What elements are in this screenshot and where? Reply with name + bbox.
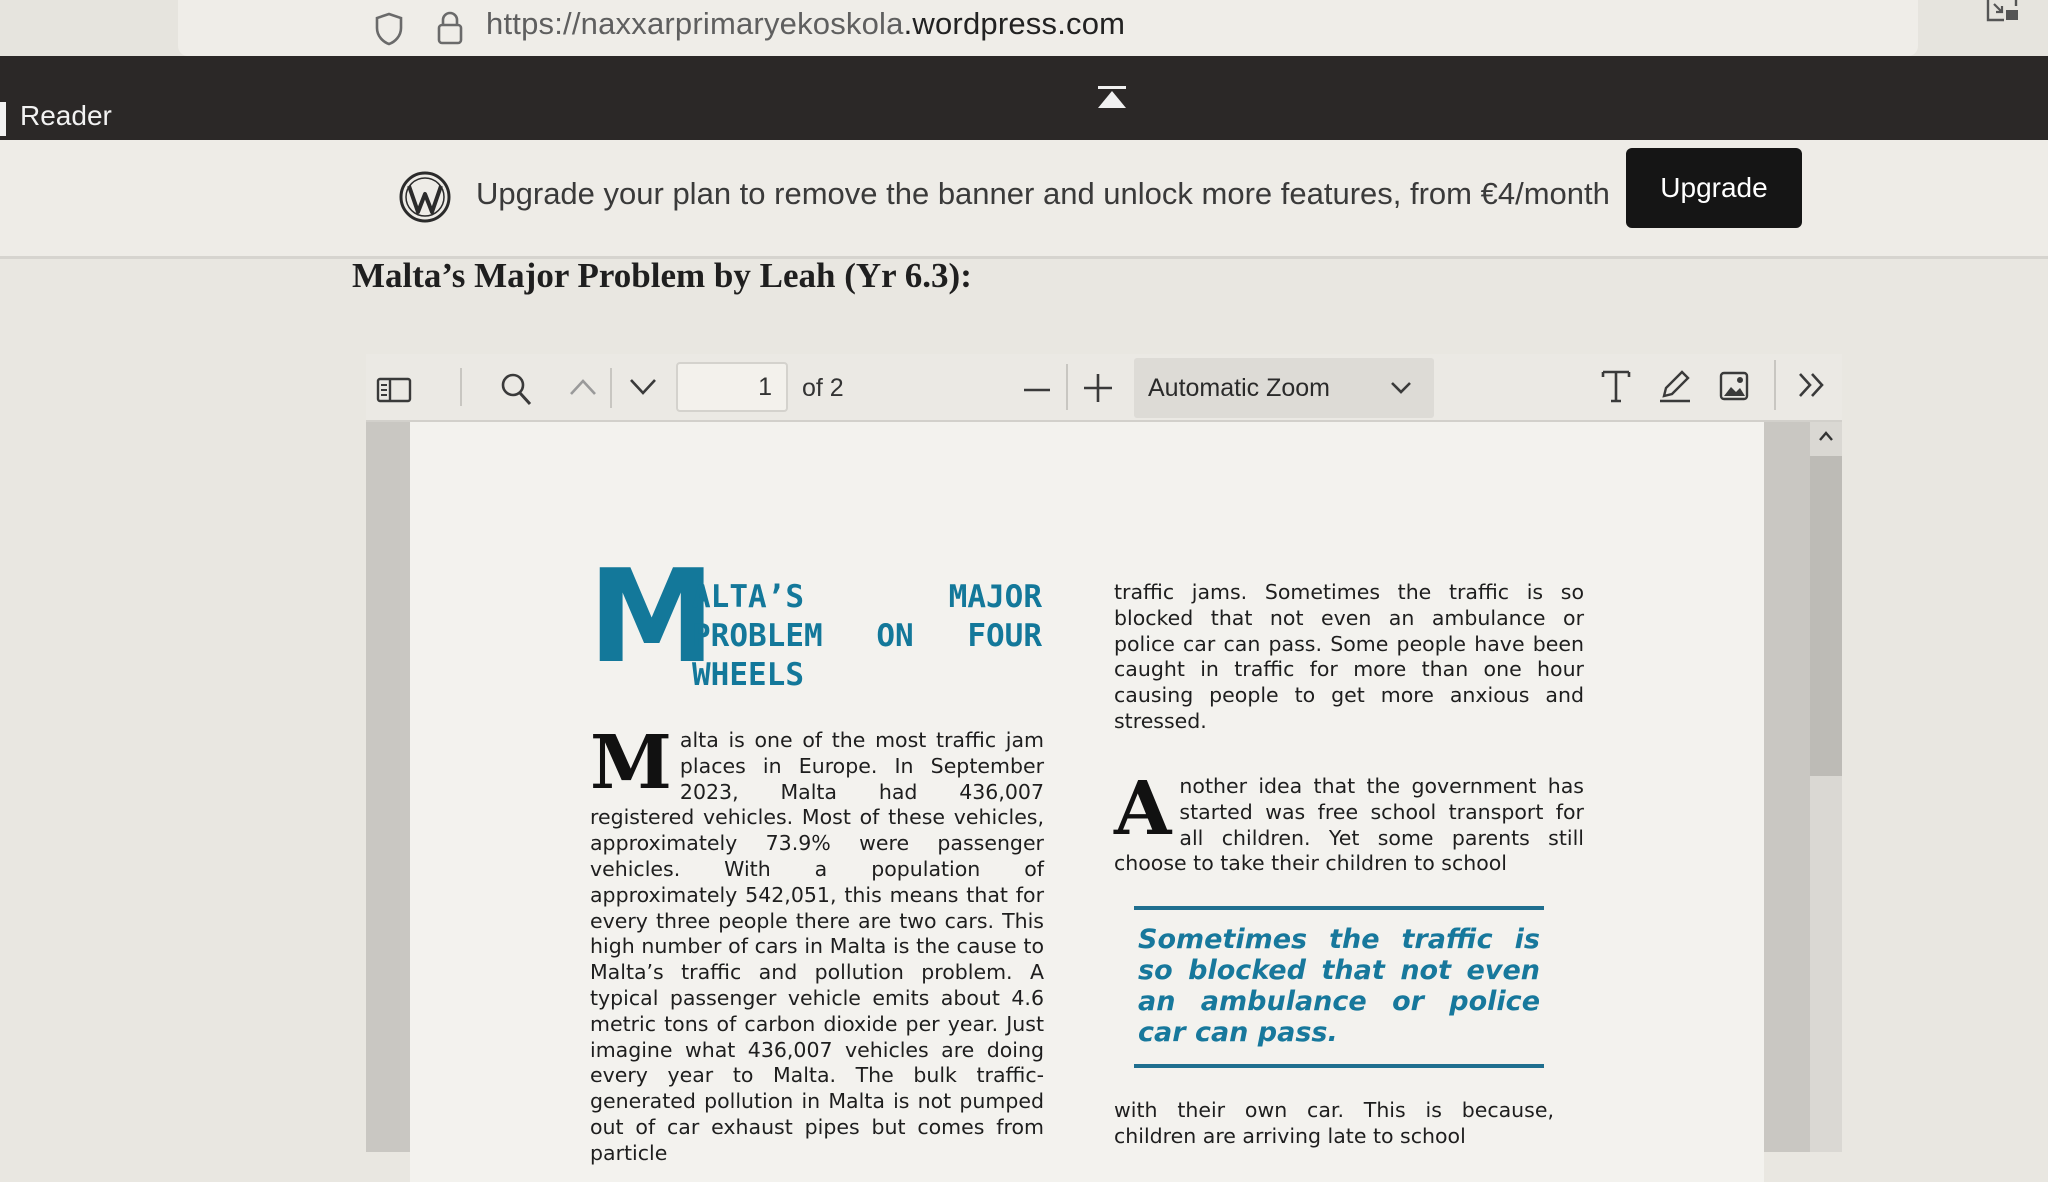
post-title: Malta’s Major Problem by Leah (Yr 6.3): xyxy=(352,256,972,295)
upgrade-banner xyxy=(0,140,2048,259)
title-text: ALTA’S MAJOR PROBLEM ON FOUR WHEELS xyxy=(692,579,1042,693)
pull-quote xyxy=(1134,906,1544,1068)
lock-icon[interactable] xyxy=(436,10,464,46)
more-tools-icon[interactable] xyxy=(1796,370,1828,400)
reader-bar xyxy=(0,56,2048,140)
sidebar-toggle-icon[interactable] xyxy=(376,376,412,404)
paragraph-dropcap: M xyxy=(590,720,672,806)
pdf-canvas[interactable] xyxy=(366,422,1842,1165)
scroll-up-icon[interactable] xyxy=(1818,430,1834,442)
url-host-prefix: naxxarprimaryekoskola xyxy=(580,6,904,41)
add-image-icon[interactable] xyxy=(1718,368,1750,402)
pdf-toolbar xyxy=(366,354,1842,422)
scrollbar-thumb[interactable] xyxy=(1810,456,1842,776)
toolbar-separator xyxy=(1066,364,1068,410)
reader-bar-edge xyxy=(0,102,6,136)
picture-in-picture-icon[interactable] xyxy=(1986,0,2022,28)
chevron-down-icon xyxy=(1390,380,1412,396)
paragraph-dropcap: A xyxy=(1114,766,1172,852)
zoom-value: Automatic Zoom xyxy=(1148,374,1331,402)
pdf-viewer xyxy=(366,354,1842,1165)
shield-icon[interactable] xyxy=(374,12,404,46)
paragraph-4: with their own car. This is because, children are arriving late to school xyxy=(1114,1098,1554,1148)
article-title xyxy=(588,543,1043,698)
search-icon[interactable] xyxy=(500,372,532,406)
paragraph-3 xyxy=(1114,766,1584,877)
reader-label[interactable]: Reader xyxy=(20,100,112,131)
next-page-icon[interactable] xyxy=(628,376,658,398)
paragraph-1-text: alta is one of the most traffic jam places in Europe. In September 2023, Malta had 436,007 registered vehicles. Most of these vehicles, approximately 73.9% were passenger vehicles. With a population of approximately 542,051, this means that for every three people there are two cars. This high number of cars in Malta is the cause to Malta’s traffic and pollution problem. A typical passenger vehicle emits about 4.6 metric tons of carbon dioxide per year. Just imagine what 436,007 vehicles are doing every year to Malta. The bulk traffic-generated pollution in Malta is not pumped out of car exhaust pipes but comes from particle xyxy=(590,728,1044,1165)
draw-pencil-icon[interactable] xyxy=(1658,366,1692,404)
previous-page-icon[interactable] xyxy=(568,376,598,398)
url-text[interactable] xyxy=(486,6,1125,42)
toolbar-separator xyxy=(610,368,612,408)
wordpress-logo-icon xyxy=(398,170,452,224)
pdf-scrollbar[interactable] xyxy=(1810,422,1842,1152)
zoom-select[interactable] xyxy=(1134,358,1434,418)
banner-message: Upgrade your plan to remove the banner and unlock more features, from €4/month xyxy=(476,176,1610,211)
text-tool-icon[interactable] xyxy=(1600,368,1632,404)
url-scheme: https:// xyxy=(486,6,581,41)
collapse-up-icon[interactable] xyxy=(1096,86,1128,112)
toolbar-separator xyxy=(460,368,462,406)
address-bar[interactable] xyxy=(178,0,1918,56)
url-host-suffix: .wordpress.com xyxy=(903,6,1126,41)
upgrade-button[interactable]: Upgrade xyxy=(1626,148,1802,228)
browser-toolbar xyxy=(0,0,2048,56)
pdf-page xyxy=(410,422,1764,1182)
paragraph-1 xyxy=(590,720,1044,1167)
quote-rule-bottom xyxy=(1134,1064,1544,1068)
paragraph-2: traffic jams. Sometimes the traffic is so blocked that not even an ambulance or police car can pass. Some people have been caught in traffic for more than one hour causing people to get more anxious and stressed. xyxy=(1114,580,1584,733)
paragraph-3-text: nother idea that the government has started was free school transport for all children. Yet some parents still choose to take their children to school xyxy=(1114,774,1584,876)
title-dropcap: M xyxy=(588,543,716,692)
page-count: of 2 xyxy=(802,374,844,402)
zoom-out-icon[interactable] xyxy=(1022,374,1052,404)
page-number-input[interactable] xyxy=(676,362,788,412)
zoom-in-icon[interactable] xyxy=(1082,372,1114,404)
toolbar-separator xyxy=(1774,360,1776,410)
quote-text: Sometimes the traffic is so blocked that not even an ambulance or police car can pass. xyxy=(1138,924,1540,1048)
